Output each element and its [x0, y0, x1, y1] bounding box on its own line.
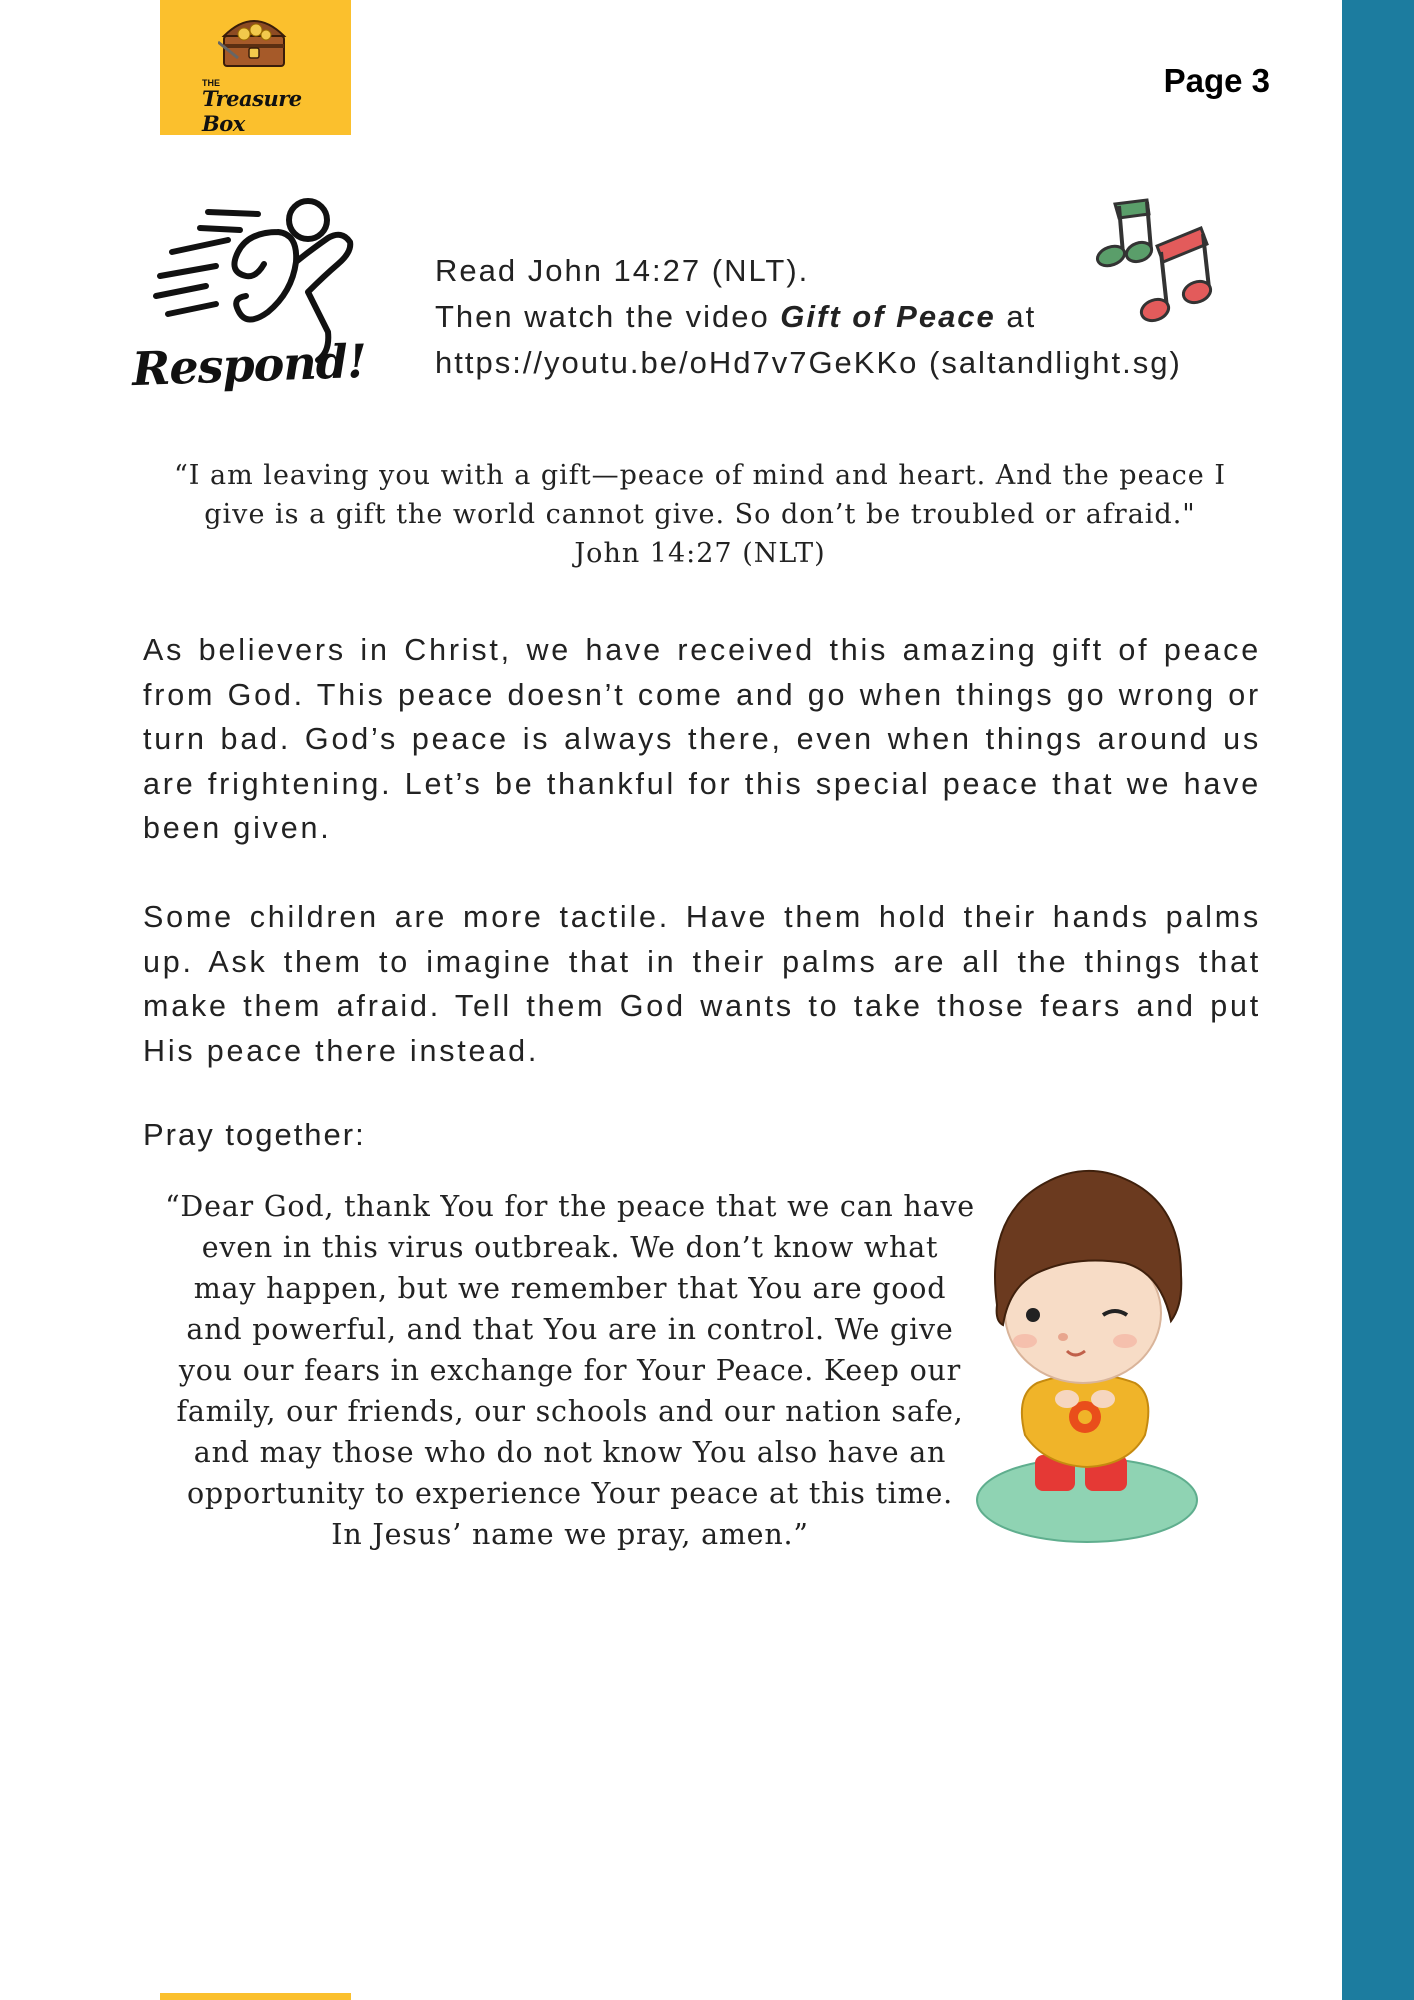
verse-line-2: give is a gift the world cannot give. So don’t be troubled or afraid." — [204, 499, 1196, 530]
prayer-line: even in this virus outbreak. We don’t know what — [201, 1231, 939, 1264]
respond-label: Respond! — [131, 333, 367, 397]
verse-line-1: “I am leaving you with a gift—peace of mind and heart. And the peace I — [173, 460, 1227, 491]
video-link[interactable]: https://youtu.be/oHd7v7GeKKo (saltandlight.sg) — [435, 345, 1182, 380]
logo-the-text: THE — [202, 78, 220, 88]
prayer-line: and powerful, and that You are in control. We give — [186, 1313, 954, 1346]
prayer-text — [150, 1186, 990, 1555]
treasure-chest-icon — [218, 12, 290, 70]
music-notes-icon — [1085, 192, 1230, 332]
read-line: Read John 14:27 (NLT). — [435, 253, 810, 288]
page-number: Page 3 — [1163, 62, 1270, 99]
logo-name-text: Treasure Box — [202, 86, 302, 136]
praying-boy-illustration — [975, 1155, 1215, 1550]
prayer-line: opportunity to experience Your peace at this time. — [186, 1477, 954, 1510]
prayer-line: may happen, but we remember that You are good — [193, 1272, 947, 1305]
pray-together-label: Pray together: — [143, 1117, 366, 1152]
prayer-line: and may those who do not know You also have an — [193, 1436, 947, 1469]
body-paragraph-2: Some children are more tactile. Have them hold their hands palms up. Ask them to imagine that in their palms are all the things that make them afraid. Tell them God wants to take those fears and put His peace there instead. — [143, 900, 1261, 1068]
watch-prefix: Then watch the video — [435, 299, 781, 334]
bottom-tab — [160, 1993, 351, 2000]
bible-verse — [150, 456, 1250, 573]
sidebar-stripe — [1342, 0, 1414, 2000]
prayer-line: In Jesus’ name we pray, amen.” — [331, 1518, 809, 1551]
prayer-line: “Dear God, thank You for the peace that we can have — [165, 1190, 975, 1223]
prayer-line: family, our friends, our schools and our nation safe, — [176, 1395, 964, 1428]
prayer-line: you our fears in exchange for Your Peace. Keep our — [178, 1354, 962, 1387]
verse-reference: John 14:27 (NLT) — [574, 538, 826, 569]
body-paragraph-1: As believers in Christ, we have received this amazing gift of peace from God. This peace doesn’t come and go when things go wrong or turn bad. God’s peace is always there, even when things around us are frightening. Let’s be thankful for this special peace that we have been given. — [143, 633, 1261, 845]
treasure-box-logo — [160, 0, 351, 135]
watch-suffix: at — [995, 299, 1037, 334]
video-title: Gift of Peace — [780, 299, 996, 334]
